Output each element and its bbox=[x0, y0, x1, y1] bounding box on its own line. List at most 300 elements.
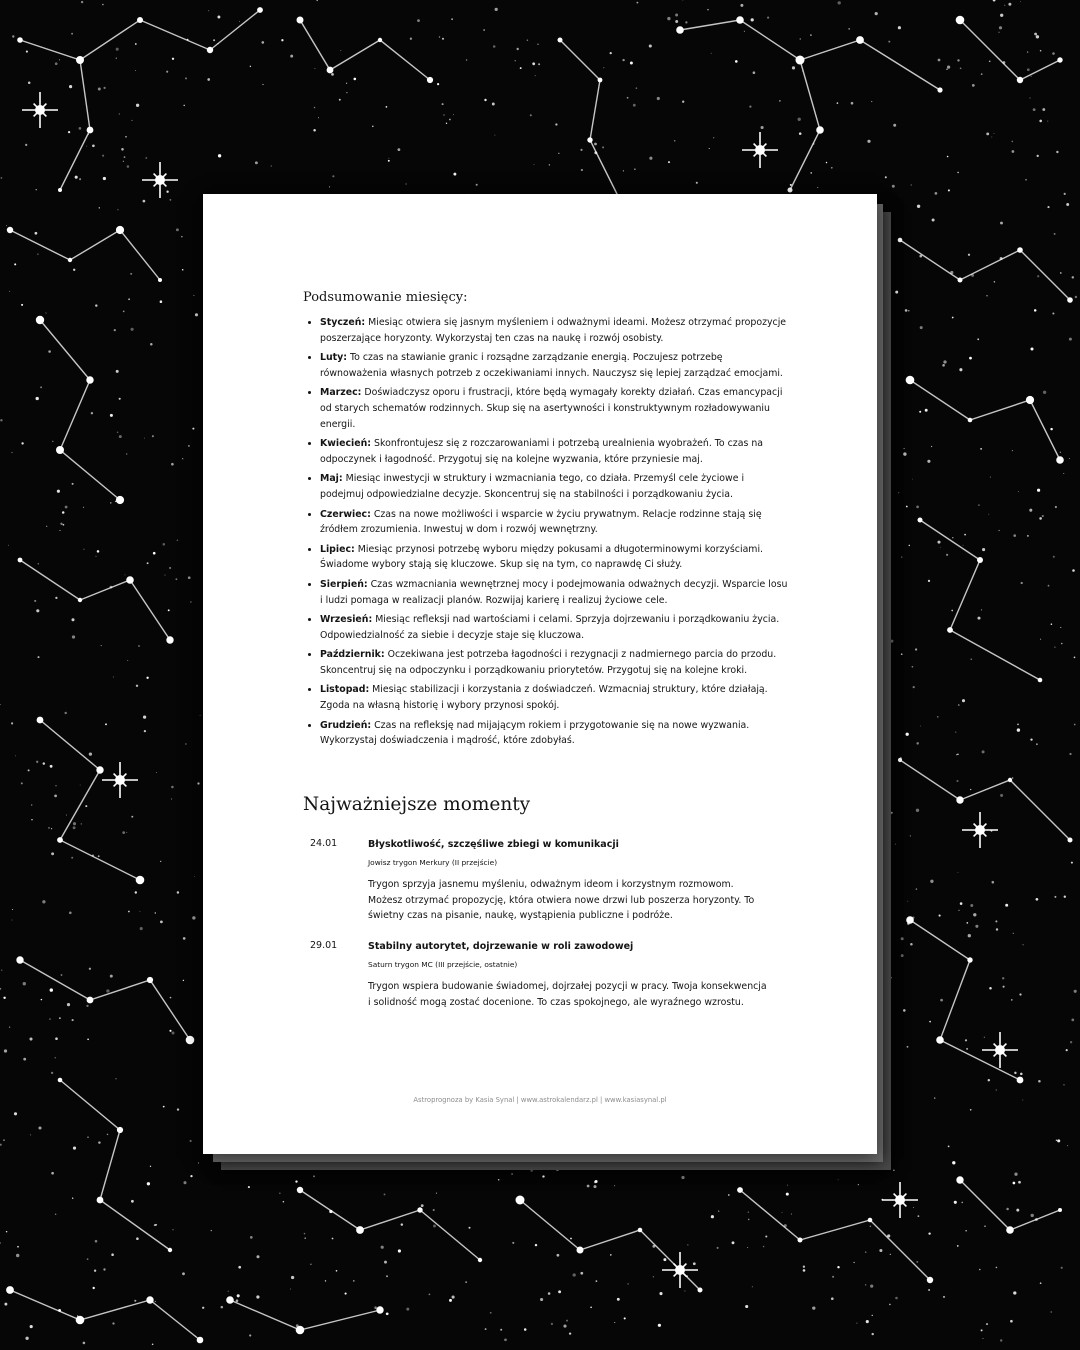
star-dot bbox=[1036, 743, 1038, 745]
list-item bbox=[320, 612, 790, 643]
star-dot bbox=[1018, 1181, 1021, 1184]
star-dot bbox=[946, 554, 948, 556]
star-dot bbox=[398, 1249, 401, 1252]
star-dot bbox=[957, 1245, 959, 1247]
star-dot bbox=[854, 1262, 855, 1263]
star-dot bbox=[930, 880, 933, 883]
star-dot bbox=[208, 10, 209, 11]
star-dot bbox=[290, 55, 293, 58]
star-dot bbox=[994, 281, 995, 282]
star-dot bbox=[130, 273, 132, 275]
star-dot bbox=[60, 530, 61, 531]
star-dot bbox=[138, 645, 140, 647]
star-dot bbox=[1063, 1084, 1064, 1085]
star-dot bbox=[1060, 627, 1061, 628]
star-dot bbox=[747, 1247, 748, 1248]
star-dot bbox=[80, 785, 81, 786]
bright-star bbox=[962, 812, 998, 848]
star-dot bbox=[1003, 986, 1005, 988]
star-dot bbox=[904, 448, 905, 449]
star-dot bbox=[190, 1175, 192, 1177]
star-dot bbox=[971, 659, 972, 660]
star-dot bbox=[156, 772, 157, 773]
star-dot bbox=[887, 1234, 890, 1237]
star-dot bbox=[169, 1030, 171, 1032]
star-dot bbox=[38, 1126, 41, 1129]
star-dot bbox=[87, 1136, 89, 1138]
star-dot bbox=[1074, 990, 1077, 993]
star-dot bbox=[71, 618, 74, 621]
star-dot bbox=[537, 44, 538, 45]
star-dot bbox=[937, 716, 938, 717]
star-dot bbox=[410, 38, 412, 40]
star-dot bbox=[256, 1255, 259, 1258]
star-dot bbox=[928, 580, 930, 582]
star-dot bbox=[59, 59, 60, 60]
star-dot bbox=[1000, 14, 1003, 17]
star-dot bbox=[98, 1141, 100, 1143]
star-dot bbox=[113, 677, 114, 678]
star-dot bbox=[102, 155, 104, 157]
star-dot bbox=[48, 350, 51, 353]
star-dot bbox=[91, 412, 93, 414]
star-dot bbox=[144, 438, 145, 439]
star-dot bbox=[23, 1058, 26, 1061]
constellation-star bbox=[898, 758, 902, 762]
star-dot bbox=[917, 1215, 919, 1217]
star-dot bbox=[1072, 569, 1075, 572]
star-dot bbox=[917, 205, 920, 208]
star-dot bbox=[405, 183, 406, 184]
star-dot bbox=[803, 1269, 806, 1272]
star-dot bbox=[1056, 1140, 1057, 1141]
star-dot bbox=[1050, 428, 1052, 430]
star-dot bbox=[800, 38, 801, 39]
star-dot bbox=[888, 41, 890, 43]
star-dot bbox=[127, 165, 130, 168]
star-dot bbox=[436, 1193, 437, 1194]
star-dot bbox=[593, 1185, 596, 1188]
star-dot bbox=[310, 1264, 312, 1266]
star-dot bbox=[956, 754, 957, 755]
star-dot bbox=[25, 144, 27, 146]
star-dot bbox=[1040, 1282, 1042, 1284]
star-dot bbox=[198, 1163, 199, 1164]
star-dot bbox=[1016, 1209, 1019, 1212]
star-dot bbox=[761, 126, 764, 129]
star-dot bbox=[58, 1309, 61, 1312]
constellation-line bbox=[560, 40, 620, 200]
star-dot bbox=[55, 62, 58, 65]
star-dot bbox=[493, 45, 496, 48]
star-dot bbox=[875, 12, 878, 15]
star-dot bbox=[43, 762, 45, 764]
star-dot bbox=[41, 999, 42, 1000]
month-name: Marzec: bbox=[320, 387, 362, 399]
star-dot bbox=[9, 1026, 10, 1027]
star-dot bbox=[35, 232, 38, 235]
star-dot bbox=[952, 317, 954, 319]
star-dot bbox=[910, 835, 911, 836]
star-dot bbox=[175, 578, 177, 580]
star-dot bbox=[856, 1323, 857, 1324]
star-dot bbox=[938, 59, 941, 62]
star-dot bbox=[71, 857, 73, 859]
star-dot bbox=[979, 1269, 981, 1271]
star-dot bbox=[792, 66, 795, 69]
star-dot bbox=[1012, 450, 1013, 451]
star-dot bbox=[386, 1275, 388, 1277]
star-dot bbox=[803, 1266, 805, 1268]
star-dot bbox=[942, 364, 945, 367]
star-dot bbox=[895, 1297, 898, 1300]
star-dot bbox=[973, 913, 976, 916]
star-dot bbox=[329, 1210, 332, 1213]
star-dot bbox=[832, 1276, 834, 1278]
star-dot bbox=[388, 158, 389, 159]
bright-star bbox=[882, 1182, 918, 1218]
constellation-star bbox=[96, 766, 103, 773]
month-text: Czas na nowe możliwości i wsparcie w życiu prywatnym. Relacje rodzinne stają się źródłem zrozumienia. Inwestuj w dom i rozwój wewnętrzny. bbox=[320, 508, 762, 536]
list-item bbox=[320, 718, 790, 749]
star-dot bbox=[1, 970, 2, 971]
star-dot bbox=[146, 677, 148, 679]
star-dot bbox=[95, 1240, 98, 1243]
star-dot bbox=[1025, 179, 1027, 181]
star-dot bbox=[1022, 1100, 1023, 1101]
star-dot bbox=[172, 58, 174, 60]
star-dot bbox=[826, 162, 828, 164]
bright-star bbox=[142, 162, 178, 198]
constellation-star bbox=[856, 36, 864, 44]
star-dot bbox=[152, 435, 154, 437]
star-dot bbox=[542, 1175, 544, 1177]
constellation-line bbox=[910, 380, 1060, 460]
star-dot bbox=[551, 1323, 553, 1325]
star-dot bbox=[500, 1329, 502, 1331]
star-dot bbox=[903, 1009, 906, 1012]
star-dot bbox=[135, 43, 137, 45]
star-dot bbox=[185, 743, 186, 744]
star-dot bbox=[110, 502, 111, 503]
star-dot bbox=[970, 1109, 972, 1111]
star-dot bbox=[728, 1194, 730, 1196]
constellation-line bbox=[520, 1200, 700, 1290]
star-dot bbox=[916, 888, 917, 889]
star-dot bbox=[1006, 1208, 1009, 1211]
star-dot bbox=[915, 648, 917, 650]
star-dot bbox=[602, 146, 604, 148]
constellation-star bbox=[76, 1316, 85, 1325]
star-dot bbox=[152, 1344, 154, 1346]
star-dot bbox=[1019, 993, 1021, 995]
star-dot bbox=[69, 85, 72, 88]
star-dot bbox=[907, 1046, 909, 1048]
star-dot bbox=[1027, 68, 1030, 71]
star-dot bbox=[192, 916, 195, 919]
star-dot bbox=[970, 789, 971, 790]
star-dot bbox=[870, 1285, 873, 1288]
star-dot bbox=[744, 31, 745, 32]
constellation-line bbox=[900, 760, 1070, 840]
star-dot bbox=[1013, 534, 1016, 537]
star-dot bbox=[4, 1303, 7, 1306]
star-dot bbox=[527, 39, 528, 40]
star-dot bbox=[996, 1267, 998, 1269]
star-dot bbox=[1047, 121, 1048, 122]
constellation-star bbox=[17, 37, 23, 43]
star-dot bbox=[46, 526, 47, 527]
star-dot bbox=[123, 161, 124, 162]
star-dot bbox=[968, 254, 970, 256]
star-dot bbox=[372, 126, 374, 128]
star-dot bbox=[1013, 1291, 1016, 1294]
star-dot bbox=[291, 1276, 294, 1279]
constellation-star bbox=[936, 1036, 944, 1044]
star-dot bbox=[964, 534, 966, 536]
constellation-star bbox=[798, 1238, 803, 1243]
star-dot bbox=[580, 149, 582, 151]
constellation-star bbox=[868, 1218, 873, 1223]
star-dot bbox=[748, 1211, 749, 1212]
star-dot bbox=[1011, 141, 1013, 143]
month-name: Lipiec: bbox=[320, 543, 355, 555]
star-dot bbox=[653, 1276, 654, 1277]
star-dot bbox=[798, 118, 801, 121]
star-dot bbox=[1074, 724, 1076, 726]
constellation-line bbox=[20, 560, 170, 640]
star-dot bbox=[981, 609, 982, 610]
list-item bbox=[320, 436, 790, 467]
star-dot bbox=[6, 225, 7, 226]
star-dot bbox=[183, 980, 184, 981]
star-dot bbox=[111, 1253, 114, 1256]
star-dot bbox=[674, 140, 676, 142]
star-dot bbox=[172, 1229, 173, 1230]
star-dot bbox=[66, 815, 67, 816]
star-dot bbox=[901, 557, 902, 558]
star-dot bbox=[281, 39, 283, 41]
star-dot bbox=[262, 84, 263, 85]
star-dot bbox=[154, 1224, 156, 1226]
star-dot bbox=[64, 712, 66, 714]
star-dot bbox=[354, 78, 357, 81]
star-dot bbox=[745, 1305, 748, 1308]
month-text: Skonfrontujesz się z rozczarowaniami i potrzebą urealnienia wyobrażeń. To czas na odpoczynek i łagodność. Przygotuj się na kolejne wyzwania, które przyniesie maj. bbox=[320, 438, 764, 465]
star-dot bbox=[920, 326, 923, 329]
month-name: Luty: bbox=[320, 352, 347, 364]
star-dot bbox=[711, 1215, 714, 1218]
star-dot bbox=[86, 1005, 88, 1007]
star-dot bbox=[682, 101, 684, 103]
star-dot bbox=[1056, 151, 1058, 153]
star-dot bbox=[957, 753, 959, 755]
star-dot bbox=[790, 184, 792, 186]
star-dot bbox=[969, 357, 972, 360]
star-dot bbox=[176, 228, 179, 231]
constellation-star bbox=[97, 1197, 104, 1204]
star-dot bbox=[171, 786, 174, 789]
star-dot bbox=[1036, 898, 1039, 901]
star-dot bbox=[73, 826, 76, 829]
star-dot bbox=[52, 441, 54, 443]
star-dot bbox=[346, 83, 347, 84]
constellation-star bbox=[1067, 297, 1073, 303]
star-dot bbox=[952, 537, 953, 538]
constellation-star bbox=[598, 78, 603, 83]
constellation-star bbox=[197, 1337, 204, 1344]
star-dot bbox=[332, 1238, 334, 1240]
star-dot bbox=[1067, 1145, 1068, 1146]
constellation-star bbox=[977, 557, 983, 563]
star-dot bbox=[810, 172, 812, 174]
star-dot bbox=[919, 411, 921, 413]
star-dot bbox=[68, 131, 70, 133]
star-dot bbox=[0, 1242, 1, 1244]
bright-star bbox=[982, 1032, 1018, 1068]
star-dot bbox=[906, 506, 908, 508]
star-dot bbox=[1037, 489, 1039, 491]
star-dot bbox=[1000, 222, 1003, 225]
star-dot bbox=[211, 1230, 212, 1231]
star-dot bbox=[711, 53, 712, 54]
star-dot bbox=[398, 148, 401, 151]
star-dot bbox=[947, 156, 949, 158]
star-dot bbox=[1055, 506, 1057, 508]
star-dot bbox=[131, 328, 134, 331]
star-dot bbox=[1071, 1019, 1074, 1022]
star-dot bbox=[590, 1306, 592, 1308]
star-dot bbox=[57, 490, 60, 493]
star-dot bbox=[534, 164, 535, 165]
constellation-star bbox=[356, 1226, 364, 1234]
star-dot bbox=[1017, 724, 1019, 726]
star-dot bbox=[1030, 347, 1033, 350]
moment-aspect: Jowisz trygon Merkury (II przejście) bbox=[368, 858, 498, 867]
star-dot bbox=[340, 50, 341, 51]
star-dot bbox=[304, 1233, 305, 1234]
star-dot bbox=[62, 511, 64, 514]
constellation-star bbox=[126, 576, 134, 584]
star-dot bbox=[931, 446, 932, 447]
star-dot bbox=[127, 660, 128, 661]
star-dot bbox=[485, 1328, 487, 1330]
moment-date: 24.01 bbox=[310, 838, 338, 849]
star-dot bbox=[465, 1281, 466, 1282]
star-dot bbox=[346, 92, 347, 93]
star-dot bbox=[634, 168, 636, 170]
star-dot bbox=[97, 550, 100, 553]
star-dot bbox=[735, 60, 738, 63]
star-dot bbox=[999, 32, 1000, 33]
star-dot bbox=[103, 87, 105, 89]
star-dot bbox=[865, 1251, 867, 1253]
month-text: Miesiąc stabilizacji i korzystania z doświadczeń. Wzmacniaj struktury, które działają. Zgoda na własną historię i wybory przynosi spokój. bbox=[320, 684, 768, 712]
star-dot bbox=[194, 876, 195, 877]
star-dot bbox=[96, 556, 97, 557]
star-dot bbox=[110, 975, 113, 978]
star-dot bbox=[182, 269, 184, 271]
star-dot bbox=[549, 164, 550, 165]
star-dot bbox=[946, 69, 948, 71]
star-dot bbox=[675, 20, 678, 23]
star-dot bbox=[160, 861, 161, 862]
star-dot bbox=[925, 409, 928, 412]
star-dot bbox=[627, 97, 629, 99]
star-dot bbox=[59, 1017, 61, 1019]
constellation-line bbox=[680, 20, 940, 90]
star-dot bbox=[107, 1134, 109, 1136]
list-item bbox=[320, 385, 790, 432]
constellation-star bbox=[927, 1277, 933, 1283]
star-dot bbox=[171, 463, 174, 466]
star-dot bbox=[956, 780, 958, 782]
star-dot bbox=[217, 16, 220, 19]
star-dot bbox=[1012, 150, 1015, 153]
star-dot bbox=[483, 29, 485, 31]
star-dot bbox=[177, 1108, 179, 1110]
star-dot bbox=[171, 799, 172, 800]
star-dot bbox=[95, 304, 97, 306]
constellation-star bbox=[1038, 678, 1043, 683]
star-dot bbox=[752, 1286, 753, 1287]
star-dot bbox=[36, 397, 39, 400]
star-dot bbox=[163, 1106, 165, 1108]
star-dot bbox=[986, 295, 987, 296]
star-dot bbox=[950, 271, 953, 274]
star-dot bbox=[73, 269, 75, 271]
constellation-star bbox=[956, 796, 963, 803]
star-dot bbox=[935, 192, 938, 195]
month-name: Maj: bbox=[320, 473, 343, 485]
star-dot bbox=[134, 1300, 136, 1302]
months-summary-heading: Podsumowanie miesięcy: bbox=[303, 290, 468, 305]
constellation-star bbox=[918, 518, 923, 523]
star-dot bbox=[980, 448, 982, 450]
list-item bbox=[320, 647, 790, 678]
star-dot bbox=[511, 1173, 513, 1175]
star-dot bbox=[131, 816, 133, 818]
star-dot bbox=[296, 1181, 297, 1182]
star-dot bbox=[103, 1268, 105, 1270]
star-dot bbox=[314, 107, 316, 109]
star-dot bbox=[160, 921, 163, 924]
star-dot bbox=[202, 1307, 204, 1309]
star-dot bbox=[40, 386, 42, 388]
star-dot bbox=[442, 103, 444, 105]
constellation-star bbox=[296, 1326, 305, 1335]
star-dot bbox=[45, 312, 46, 313]
month-text: Miesiąc przynosi potrzebę wyboru między pokusami a długoterminowymi korzyściami. Świadome wybory stają się kluczowe. Skup się na tym, co naprawdę Ci służy. bbox=[320, 543, 764, 571]
moment-title: Błyskotliwość, szczęśliwe zbiegi w komunikacji bbox=[368, 839, 619, 850]
star-dot bbox=[114, 329, 116, 331]
star-dot bbox=[112, 1322, 114, 1324]
constellation-star bbox=[1026, 396, 1034, 404]
bright-star bbox=[22, 92, 58, 128]
star-dot bbox=[236, 1299, 239, 1302]
star-dot bbox=[1064, 896, 1066, 898]
constellation-star bbox=[116, 226, 124, 234]
star-dot bbox=[261, 41, 264, 44]
star-dot bbox=[89, 968, 91, 970]
moment-description: Trygon wspiera budowanie świadomej, dojrzałej pozycji w pracy. Twoja konsekwencja i solidność mogą zostać docenione. To czas spokojnego, ale wyraźnego wzrostu. bbox=[368, 981, 767, 1008]
star-dot bbox=[617, 1298, 620, 1301]
star-dot bbox=[250, 66, 251, 67]
star-dot bbox=[693, 1262, 696, 1265]
constellation-star bbox=[1017, 247, 1023, 253]
star-dot bbox=[993, 0, 996, 1]
constellation-star bbox=[58, 188, 62, 192]
